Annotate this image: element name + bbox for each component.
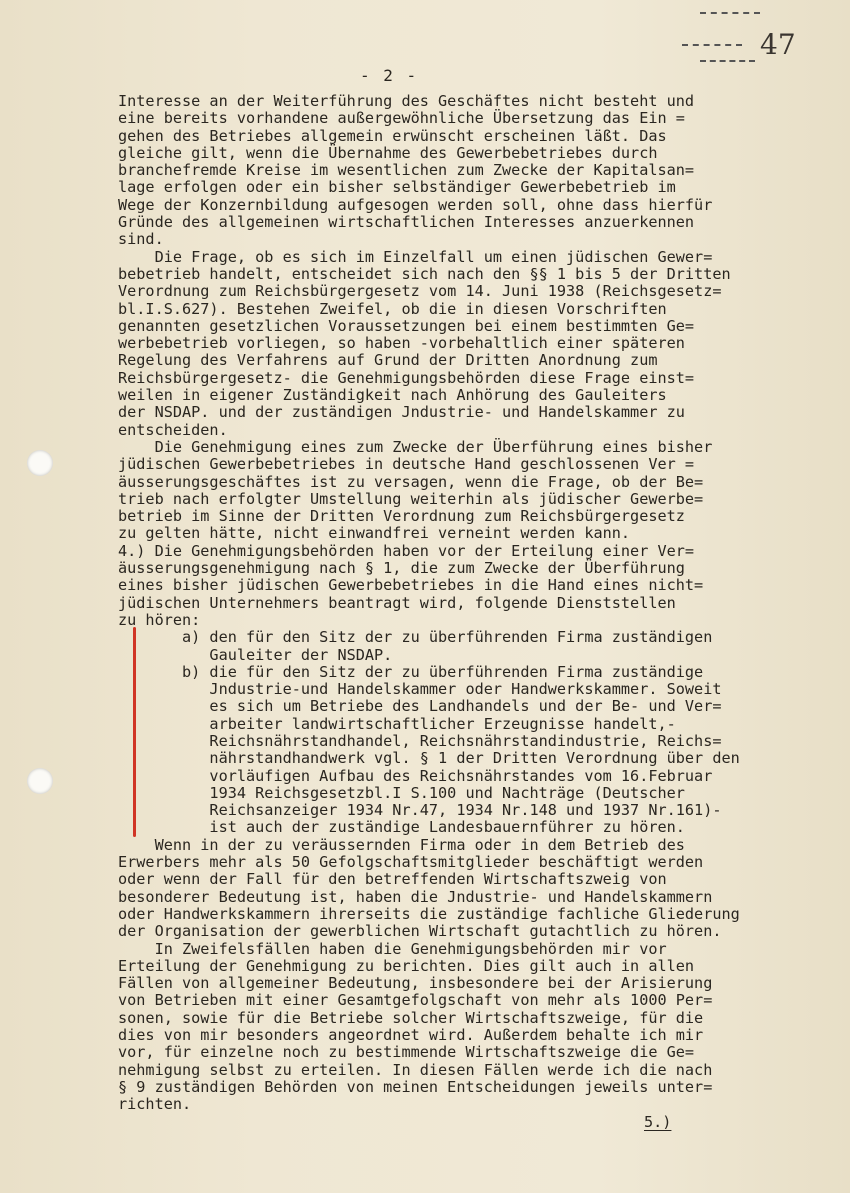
text-line: Verordnung zum Reichsbürgergesetz vom 14. Juni 1938 (Reichsgesetz=	[118, 282, 722, 301]
text-line: nehmigung selbst zu erteilen. In diesen Fällen werde ich die nach	[118, 1060, 713, 1079]
text-line: oder Handwerkskammern ihrerseits die zuständige fachliche Gliederung	[118, 904, 740, 923]
text-line: vor, für einzelne noch zu bestimmende Wirtschaftszweige die Ge=	[118, 1043, 695, 1062]
text-line: Erteilung der Genehmigung zu berichten. Dies gilt auch in allen	[118, 956, 695, 975]
text-line: arbeiter landwirtschaftlicher Erzeugnisse handelt,-	[118, 714, 676, 733]
text-line: bebetrieb handelt, entscheidet sich nach den §§ 1 bis 5 der Dritten	[118, 264, 731, 283]
text-line: branchefremde Kreise im wesentlichen zum Zwecke der Kapitalsan=	[118, 161, 695, 180]
text-line: Fällen von allgemeiner Bedeutung, insbesondere bei der Arisierung	[118, 974, 713, 993]
text-line: der NSDAP. und der zuständigen Jndustrie- und Handelskammer zu	[118, 403, 685, 422]
text-line: der Organisation der gewerblichen Wirtschaft gutachtlich zu hören.	[118, 922, 722, 941]
text-line: eines bisher jüdischen Gewerbebetriebes in die Hand eines nicht=	[118, 576, 704, 595]
text-line: Interesse an der Weiterführung des Geschäftes nicht besteht und	[118, 92, 695, 110]
text-line: a) den für den Sitz der zu überführenden Firma zuständigen	[118, 628, 713, 647]
archive-number: 47	[760, 28, 796, 61]
text-line: vorläufigen Aufbau des Reichsnährstandes vom 16.Februar	[118, 766, 713, 785]
text-line: sonen, sowie für die Betriebe solcher Wirtschaftszweige, für die	[118, 1008, 704, 1027]
page-number: - 2 -	[360, 66, 419, 85]
archive-dash-low	[700, 60, 755, 62]
text-line: ist auch der zuständige Landesbauernführer zu hören.	[118, 818, 685, 837]
text-line: entscheiden.	[118, 420, 228, 439]
text-line: es sich um Betriebe des Landhandels und der Be- und Ver=	[118, 697, 722, 716]
text-line: gehen des Betriebes allgemein erwünscht erscheinen läßt. Das	[118, 126, 667, 145]
text-line: dies von mir besonders angeordnet wird. Außerdem behalte ich mir	[118, 1026, 704, 1045]
text-line: Reichsnährstandhandel, Reichsnährstandindustrie, Reichs=	[118, 731, 722, 750]
text-line: jüdischen Unternehmers beantragt wird, folgende Dienststellen	[118, 593, 676, 612]
text-line: Gründe des allgemeinen wirtschaftlichen Interesses anzuerkennen	[118, 213, 695, 232]
text-line: Reichsbürgergesetz- die Genehmigungsbehörden diese Frage einst=	[118, 368, 695, 387]
text-line: 1934 Reichsgesetzbl.I S.100 und Nachträge (Deutscher	[118, 783, 685, 802]
text-line: Wege der Konzernbildung aufgesogen werden soll, ohne dass hierfür	[118, 195, 713, 214]
text-line: eine bereits vorhandene außergewöhnliche Übersetzung das Ein =	[118, 109, 685, 128]
text-line: zu hören:	[118, 610, 201, 629]
document-body	[118, 93, 818, 1114]
archive-dash-top	[700, 12, 760, 14]
text-line: genannten gesetzlichen Voraussetzungen bei einem bestimmten Ge=	[118, 316, 695, 335]
text-line: werbebetrieb vorliegen, so haben -vorbehaltlich einer späteren	[118, 334, 685, 353]
text-line: richten.	[118, 1095, 192, 1114]
punch-hole-bottom	[27, 768, 53, 794]
text-line: Regelung des Verfahrens auf Grund der Dritten Anordnung zum	[118, 351, 658, 370]
text-line: jüdischen Gewerbebetriebes in deutsche Hand geschlossenen Ver =	[118, 455, 695, 474]
text-line: Jndustrie-und Handelskammer oder Handwerkskammer. Soweit	[118, 680, 722, 699]
text-line: trieb nach erfolgter Umstellung weiterhin als jüdischer Gewerbe=	[118, 489, 704, 508]
text-line: Die Genehmigung eines zum Zwecke der Überführung eines bisher	[118, 437, 713, 456]
text-line: äusserungsgenehmigung nach § 1, die zum Zwecke der Überführung	[118, 559, 685, 578]
text-line: sind.	[118, 230, 164, 249]
text-line: In Zweifelsfällen haben die Genehmigungsbehörden mir vor	[118, 939, 667, 958]
text-line: b) die für den Sitz der zu überführenden Firma zuständige	[118, 662, 704, 681]
punch-hole-top	[27, 450, 53, 476]
text-line: Gauleiter der NSDAP.	[118, 645, 393, 664]
text-line: betrieb im Sinne der Dritten Verordnung zum Reichsbürgergesetz	[118, 507, 685, 526]
text-line: lage erfolgen oder ein bisher selbständiger Gewerbebetrieb im	[118, 178, 676, 197]
archive-dash-mid	[682, 44, 742, 46]
text-line: zu gelten hätte, nicht einwandfrei verneint werden kann.	[118, 524, 631, 543]
text-line: von Betrieben mit einer Gesamtgefolgschaft von mehr als 1000 Per=	[118, 991, 713, 1010]
text-line: gleiche gilt, wenn die Übernahme des Gewerbebetriebes durch	[118, 143, 658, 162]
text-line: 4.) Die Genehmigungsbehörden haben vor der Erteilung einer Ver=	[118, 541, 695, 560]
text-line: äusserungsgeschäftes ist zu versagen, wenn die Frage, ob der Be=	[118, 472, 704, 491]
text-line: § 9 zuständigen Behörden von meinen Entscheidungen jeweils unter=	[118, 1077, 713, 1096]
next-section-reference: 5.)	[644, 1113, 672, 1131]
text-line: besonderer Bedeutung ist, haben die Jndustrie- und Handelskammern	[118, 887, 713, 906]
text-line: Reichsanzeiger 1934 Nr.47, 1934 Nr.148 und 1937 Nr.161)-	[118, 801, 722, 820]
text-line: Erwerbers mehr als 50 Gefolgschaftsmitglieder beschäftigt werden	[118, 853, 704, 872]
text-line: Wenn in der zu veräussernden Firma oder in dem Betrieb des	[118, 835, 685, 854]
text-line: oder wenn der Fall für den betreffenden Wirtschaftszweig von	[118, 870, 667, 889]
text-line: bl.I.S.627). Bestehen Zweifel, ob die in diesen Vorschriften	[118, 299, 667, 318]
text-line: Die Frage, ob es sich im Einzelfall um einen jüdischen Gewer=	[118, 247, 713, 266]
text-line: weilen in eigener Zuständigkeit nach Anhörung des Gauleiters	[118, 386, 667, 405]
text-line: nährstandhandwerk vgl. § 1 der Dritten Verordnung über den	[118, 749, 740, 768]
